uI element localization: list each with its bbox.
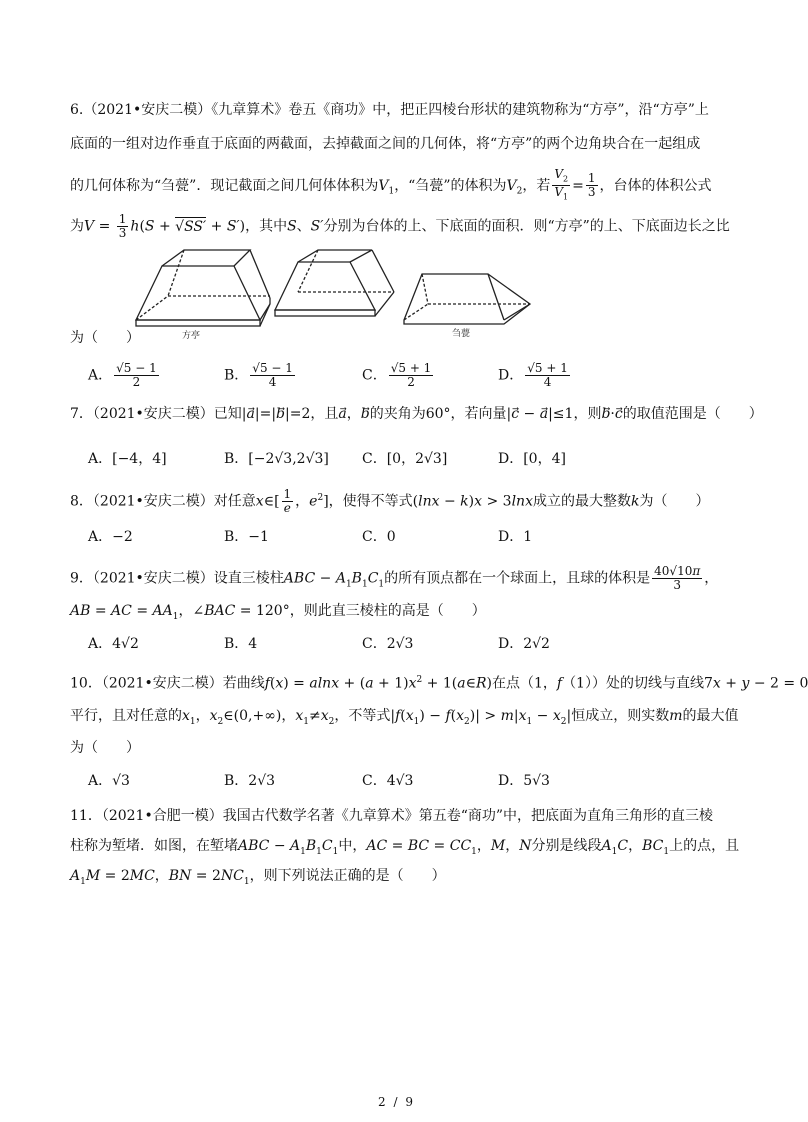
q10-line3: 为（ ） (70, 740, 140, 756)
middle-prism (275, 250, 394, 316)
chumeng-solid (404, 274, 530, 324)
q11-line1: 11．（2021•合肥一模）我国古代数学名著《九章算术》第五卷“商功”中，把底面为直角三角形的直三棱 (70, 808, 714, 824)
q7-option-d[interactable]: D．[0，4] (498, 451, 566, 467)
q6-option-d[interactable]: D． $\frac{√5 + 1}{4}$ (498, 361, 568, 389)
fangting-label: 方亭 (182, 331, 201, 341)
q10-line1: 10．（2021•安庆二模）若曲线$f(x) = alnx + (a + 1)x^2$ + 1(a∈R)在点（1，f（1））处的切线与直线7x + y − 2 = 0 (70, 675, 808, 692)
q6-line2: 底面的一组对边作垂直于底面的两截面，去掉截面之间的几何体，将“方亭”的两个边角块合在一起组成 (70, 136, 701, 152)
q8-option-a[interactable]: A．−2 (88, 529, 133, 545)
q8-line1: 8．（2021•安庆二模）对任意x∈[ $\frac{1}{e}$ ，$e^2$]，使得不等式(lnx − k)x > 3lnx成立的最大整数k为（ ） (70, 487, 710, 516)
q7-option-c[interactable]: C．[0，2√3] (362, 451, 448, 467)
chumeng-label: 刍甍 (452, 329, 471, 339)
q8-option-c[interactable]: C．0 (362, 529, 396, 545)
q9-option-a[interactable]: A．4√2 (88, 636, 139, 652)
q9-line2: AB = AC = $AA_1$，∠BAC = 120°，则此直三棱柱的高是（ ） (70, 603, 486, 622)
q6-line5: 为（ ） (70, 330, 140, 346)
q10-option-a[interactable]: A．√3 (88, 773, 130, 789)
q7-option-a[interactable]: A．[−4，4] (88, 451, 167, 467)
q9-option-d[interactable]: D．2√2 (498, 636, 550, 652)
q10-option-b[interactable]: B．2√3 (224, 773, 276, 789)
q6-option-c[interactable]: C． $\frac{√5 + 1}{2}$ (362, 361, 432, 389)
q7-option-b[interactable]: B．[−2√3,2√3] (224, 451, 329, 467)
q10-line2: 平行，且对任意的$x_1$，$x_2\in(0,+\infty)$，$x_1\ne x_2$，不等式$|f(x_1) - f(x_2)| > m|x_1 - x_2|$恒成立，则实数m的最大值 (70, 708, 739, 727)
q6-option-a[interactable]: A． $\frac{√5 - 1}{2}$ (88, 361, 157, 389)
q9-line1: 9．（2021•安庆二模）设直三棱柱ABC − $A_1B_1C_1$的所有顶点都在一个球面上，且球的体积是 $\frac{40√10\pi}{3}$ ， (70, 564, 719, 592)
q10-option-d[interactable]: D．5√3 (498, 773, 550, 789)
q10-option-c[interactable]: C．4√3 (362, 773, 414, 789)
q6-option-b[interactable]: B． $\frac{√5 - 1}{4}$ (224, 361, 293, 389)
q11-line3: $A_1M = 2MC$，BN = $2NC_1$，则下列说法正确的是（ ） (70, 868, 446, 887)
q9-option-c[interactable]: C．2√3 (362, 636, 414, 652)
q8-option-b[interactable]: B．−1 (224, 529, 269, 545)
page-number: 2 / 9 (378, 1095, 415, 1109)
q8-option-d[interactable]: D．1 (498, 529, 533, 545)
q11-line2: 柱称为堑堵．如图，在堑堵ABC − $A_1B_1C_1$中，AC = BC = $CC_1$，M，N分别是线段$A_1C$，$BC_1$上的点，且 (70, 838, 740, 857)
q6-line4: 为V = $\frac{1}{3}$ h(S + √SS′ + S′)，其中S、S′分别为台体的上、下底面的面积．则“方亭”的上、下底面边长之比 (70, 212, 730, 240)
q6-line1: 6.（2021•安庆二模）《九章算术》卷五《商功》中，把正四棱台形状的建筑物称为“方亭”，沿“方亭”上 (70, 102, 709, 118)
q6-figure (132, 248, 532, 340)
q7-line1: 7．（2021•安庆二模）已知|a⃗|=|b⃗|=2，且a⃗，b的夹角为60°，若向量|c⃗ − a⃗|≤1，则b⃗·c的取值范围是（ ） (70, 406, 763, 422)
fangting-frustum (136, 250, 270, 326)
q6-line3: 的几何体称为“刍甍”．现记截面之间几何体体积为$V_1$，“刍甍”的体积为$V_2$，若 $\frac{V_2}{V_1}$ = $\frac{1}{3}$ ，台体的体积公式 (70, 167, 712, 202)
q9-option-b[interactable]: B．4 (224, 636, 258, 652)
